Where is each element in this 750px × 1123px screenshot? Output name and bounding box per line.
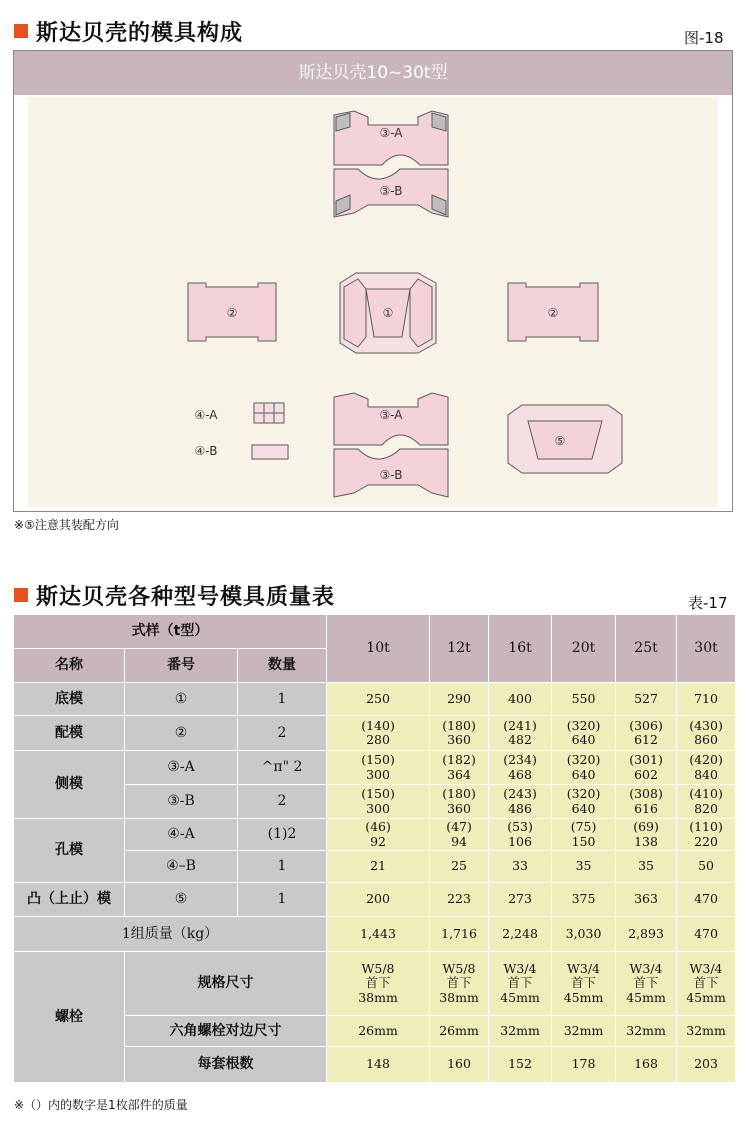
row-label: ③-B: [125, 785, 238, 819]
table-cell: (243) 486: [489, 785, 552, 819]
table-cell: (320) 640: [552, 716, 616, 751]
table-cell: 3,030: [552, 917, 616, 952]
table-cell: 21: [327, 851, 430, 883]
table-cell: 178: [552, 1047, 616, 1083]
assembly-note: ※⑤注意其装配方向: [14, 518, 119, 532]
table-cell: 32mm: [552, 1016, 616, 1047]
table-cell: 290: [430, 683, 489, 716]
table-cell: 250: [327, 683, 430, 716]
table-cell: (320) 640: [552, 751, 616, 785]
row-label: 侧模: [14, 751, 125, 819]
section-marker-icon: [14, 588, 28, 602]
row-label: ③-A: [125, 751, 238, 785]
table-row: [14, 819, 736, 851]
row-label: ④-A: [125, 819, 238, 851]
table-cell: (75) 150: [552, 819, 616, 851]
label-4b: ④-B: [194, 444, 218, 458]
table-cell: 148: [327, 1047, 430, 1083]
table-cell: 273: [489, 883, 552, 917]
row-label: ④–B: [125, 851, 238, 883]
table-cell: (320) 640: [552, 785, 616, 819]
table-cell: 363: [616, 883, 677, 917]
row-label: ②: [125, 716, 238, 751]
tonnage-10t: 10t: [327, 615, 430, 683]
table-cell: 400: [489, 683, 552, 716]
table-cell: 223: [430, 883, 489, 917]
table-cell: (150) 300: [327, 785, 430, 819]
table-cell: 200: [327, 883, 430, 917]
row-label: 孔模: [14, 819, 125, 883]
table-cell: 33: [489, 851, 552, 883]
table-cell: (110) 220: [677, 819, 736, 851]
table-cell: 35: [552, 851, 616, 883]
header-number: 番号: [125, 649, 238, 683]
table-cell: (53) 106: [489, 819, 552, 851]
row-label: ^π" 2: [238, 751, 327, 785]
tonnage-25t: 25t: [616, 615, 677, 683]
table-cell: (306) 612: [616, 716, 677, 751]
table-cell: W5/8 首下 38mm: [430, 952, 489, 1016]
table-cell: W3/4 首下 45mm: [489, 952, 552, 1016]
mold-composition-panel: [13, 50, 733, 512]
row-label: (1)2: [238, 819, 327, 851]
table-cell: 470: [677, 883, 736, 917]
label-5: ⑤: [554, 434, 566, 448]
label-4a: ④-A: [194, 408, 218, 422]
row-label: 2: [238, 716, 327, 751]
header-name: 名称: [14, 649, 125, 683]
table-cell: W3/4 首下 45mm: [677, 952, 736, 1016]
table-cell: W3/4 首下 45mm: [616, 952, 677, 1016]
table-cell: (430) 860: [677, 716, 736, 751]
table-number: 表-17: [688, 594, 728, 612]
row-label: 规格尺寸: [125, 952, 327, 1016]
table-cell: (180) 360: [430, 716, 489, 751]
table-cell: (410) 820: [677, 785, 736, 819]
table-cell: 35: [616, 851, 677, 883]
table-cell: (301) 602: [616, 751, 677, 785]
table-row: [14, 716, 736, 751]
label-1: ①: [382, 306, 394, 320]
table-cell: (180) 360: [430, 785, 489, 819]
header-model: 式样（t型）: [14, 615, 327, 649]
panel-band-title: 斯达贝壳10~30t型: [14, 51, 732, 95]
table-cell: 168: [616, 1047, 677, 1083]
section1-title: 斯达贝壳的模具构成: [36, 21, 244, 46]
table-cell: (420) 840: [677, 751, 736, 785]
row-label: 凸（上止）模: [14, 883, 125, 917]
row-label: 底模: [14, 683, 125, 716]
table-cell: 550: [552, 683, 616, 716]
table-cell: (150) 300: [327, 751, 430, 785]
row-label: 六角螺栓对边尺寸: [125, 1016, 327, 1047]
mold-weight-table: [13, 614, 736, 1083]
table-cell: (234) 468: [489, 751, 552, 785]
row-label: ①: [125, 683, 238, 716]
row-label: 2: [238, 785, 327, 819]
tonnage-20t: 20t: [552, 615, 616, 683]
set-weight-label: 1组质量（kg）: [14, 917, 327, 952]
table-cell: 32mm: [677, 1016, 736, 1047]
figure-number: 图-18: [684, 29, 724, 47]
table-cell: (308) 616: [616, 785, 677, 819]
table-cell: 710: [677, 683, 736, 716]
table-footnote: ※（）内的数字是1枚部件的质量: [14, 1098, 188, 1112]
table-cell: 32mm: [489, 1016, 552, 1047]
table-cell: 1,443: [327, 917, 430, 952]
table-cell: W5/8 首下 38mm: [327, 952, 430, 1016]
row-label: 1: [238, 851, 327, 883]
table-cell: (69) 138: [616, 819, 677, 851]
part-4a-icon: [254, 403, 284, 423]
section2-title: 斯达贝壳各种型号模具质量表: [36, 585, 336, 610]
mold-drawing: [28, 97, 718, 507]
row-label: ⑤: [125, 883, 238, 917]
row-label: 每套根数: [125, 1047, 327, 1083]
table-row: [14, 751, 736, 785]
label-3a-bottom: ③-A: [379, 408, 403, 422]
tonnage-12t: 12t: [430, 615, 489, 683]
table-cell: (182) 364: [430, 751, 489, 785]
table-cell: 2,248: [489, 917, 552, 952]
table-row: [14, 952, 736, 1016]
table-cell: 470: [677, 917, 736, 952]
table-cell: (46) 92: [327, 819, 430, 851]
table-cell: 160: [430, 1047, 489, 1083]
table-cell: 152: [489, 1047, 552, 1083]
table-cell: 375: [552, 883, 616, 917]
table-cell: 26mm: [327, 1016, 430, 1047]
row-label: 配模: [14, 716, 125, 751]
header-quantity: 数量: [238, 649, 327, 683]
part-4b-icon: [252, 445, 288, 459]
tonnage-30t: 30t: [677, 615, 736, 683]
table-cell: (47) 94: [430, 819, 489, 851]
table-cell: 50: [677, 851, 736, 883]
label-2-left: ②: [226, 306, 238, 320]
table-cell: 25: [430, 851, 489, 883]
table-cell: 26mm: [430, 1016, 489, 1047]
table-cell: 203: [677, 1047, 736, 1083]
bolt-label: 螺栓: [14, 952, 125, 1083]
label-2-right: ②: [547, 306, 559, 320]
table-row: [14, 683, 736, 716]
label-3b-top: ③-B: [379, 184, 403, 198]
label-3b-bottom: ③-B: [379, 468, 403, 482]
table-cell: (241) 482: [489, 716, 552, 751]
row-label: 1: [238, 683, 327, 716]
table-cell: W3/4 首下 45mm: [552, 952, 616, 1016]
table-cell: (140) 280: [327, 716, 430, 751]
tonnage-16t: 16t: [489, 615, 552, 683]
row-label: 1: [238, 883, 327, 917]
table-cell: 527: [616, 683, 677, 716]
table-cell: 2,893: [616, 917, 677, 952]
section-marker-icon: [14, 24, 28, 38]
label-3a-top: ③-A: [379, 126, 403, 140]
table-cell: 32mm: [616, 1016, 677, 1047]
table-row: [14, 917, 736, 952]
table-row: [14, 883, 736, 917]
table-cell: 1,716: [430, 917, 489, 952]
